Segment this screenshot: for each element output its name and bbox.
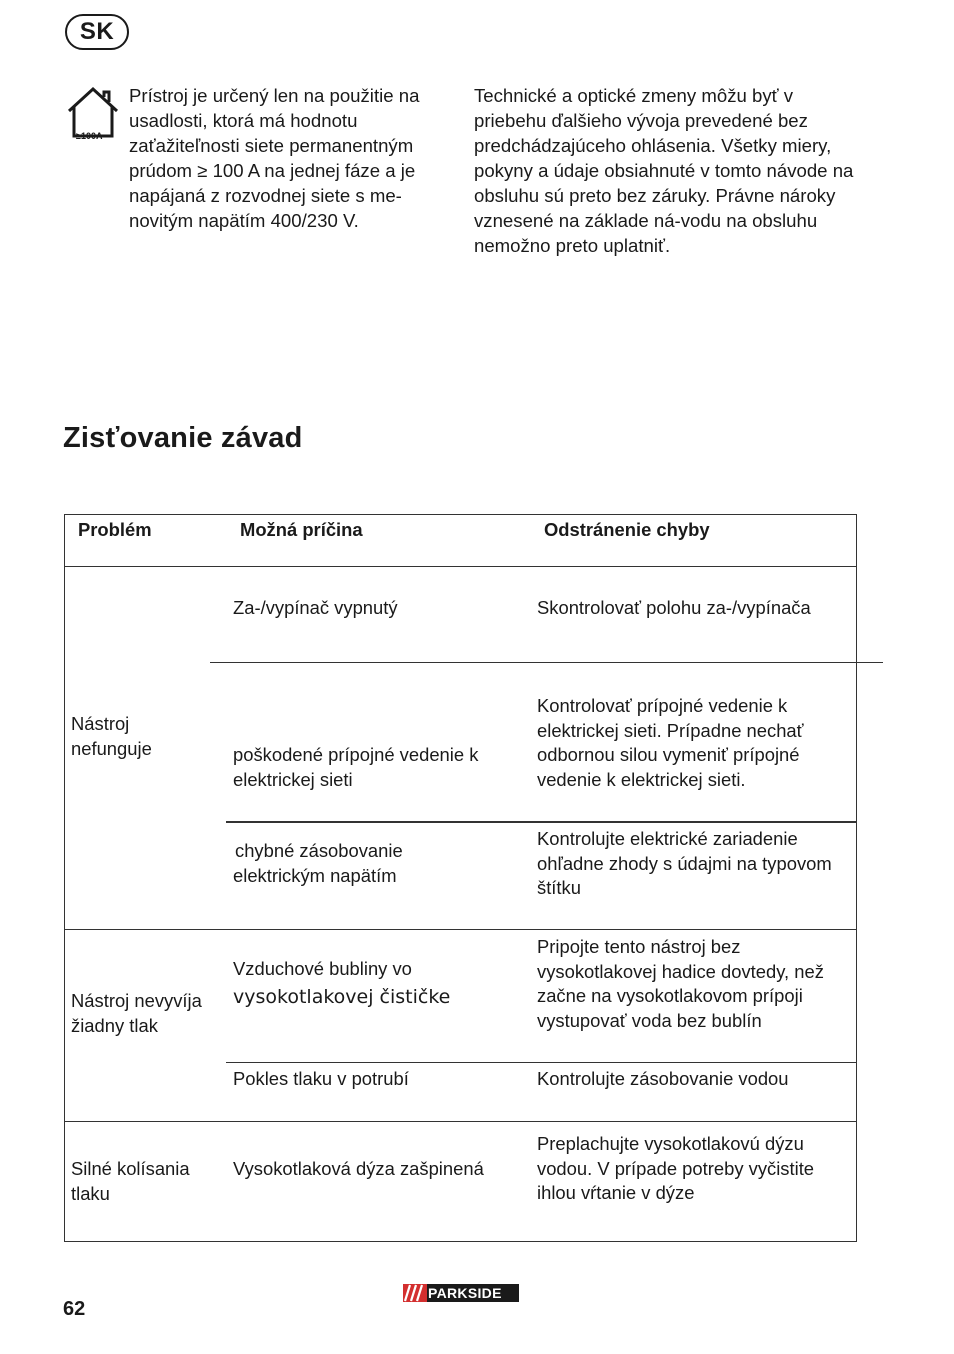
fix-cell: Preplachujte vysokotlakovú dýzu vodou. V prípade potreby vyčistite ihlou vŕtanie v dýze	[537, 1133, 815, 1204]
logo-stripes-icon	[403, 1284, 427, 1302]
table-border-bottom	[64, 1241, 857, 1242]
fix-cell: Pripojte tento nástroj bez vysokotlakovej hadice dovtedy, než začne na vysokotlakovom prípoji vystupovať voda bez bublín	[537, 936, 824, 1031]
row-divider	[226, 1062, 857, 1063]
cause-cell: vysokotlakovej čističke	[233, 986, 451, 1008]
fix-cell: Kontrolovať prípojné vedenie k elektrickej sieti. Prípadne nechať odbornou silou vymeniť prípojné vedenie k elektrickej sieti.	[537, 695, 804, 790]
page-number: 62	[63, 1298, 86, 1320]
table-border-right	[856, 514, 857, 1242]
parkside-logo	[403, 1284, 519, 1302]
row-divider	[226, 821, 857, 823]
troubleshooting-table	[64, 514, 857, 1242]
group-divider	[64, 929, 857, 930]
cause-cell: chybné zásobovanie elektrickým napätím	[233, 840, 403, 886]
grid-requirement-text: Prístroj je určený len na použitie na usadlosti, ktorá má hodnotu zaťažiteľnosti siete permanentným prúdom ≥ 100 A na jednej fáze a je napájaná z rozvodnej siete s me-novitým napätím 400/230 V.	[129, 85, 420, 231]
problem-cell: Nástroj nevyvíja žiadny tlak	[71, 990, 202, 1036]
header-fix: Odstránenie chyby	[544, 519, 710, 540]
house-icon-label: ≥100A	[76, 131, 103, 141]
problem-cell: Nástroj nefunguje	[71, 713, 152, 759]
row-divider	[210, 662, 883, 663]
group-divider	[64, 1121, 857, 1122]
fix-cell: Kontrolujte zásobovanie vodou	[537, 1068, 789, 1089]
language-badge	[65, 14, 129, 50]
problem-cell: Silné kolísania tlaku	[71, 1158, 190, 1204]
fix-cell: Kontrolujte elektrické zariadenie ohľadne zhody s údajmi na typovom štítku	[537, 828, 832, 899]
brand-name: PARKSIDE	[428, 1285, 502, 1301]
fix-cell: Skontrolovať polohu za-/vypínača	[537, 597, 811, 618]
cause-cell: poškodené prípojné vedenie k elektrickej sieti	[233, 744, 479, 790]
header-cause: Možná príčina	[240, 519, 363, 540]
cause-cell: Vzduchové bubliny vo	[233, 958, 412, 979]
header-divider	[64, 566, 857, 567]
header-problem: Problém	[78, 519, 152, 540]
language-code: SK	[79, 18, 115, 45]
cause-cell: Pokles tlaku v potrubí	[233, 1068, 409, 1089]
cause-cell: Za-/vypínač vypnutý	[233, 597, 398, 618]
table-border-left	[64, 514, 65, 1242]
section-title: Zisťovanie závad	[63, 422, 303, 454]
cause-cell: Vysokotlaková dýza zašpinená	[233, 1158, 484, 1179]
disclaimer-text: Technické a optické zmeny môžu byť v priebehu ďalšieho vývoja prevedené bez predchádzajúceho ohlásenia. Všetky miery, pokyny a údaje obsiahnuté v tomto návode na obsluhu sú preto bez záruky. Právne nároky vznesené na základe ná-vodu na obsluhu nemožno preto uplatniť.	[474, 85, 854, 256]
table-border-top	[64, 514, 857, 515]
